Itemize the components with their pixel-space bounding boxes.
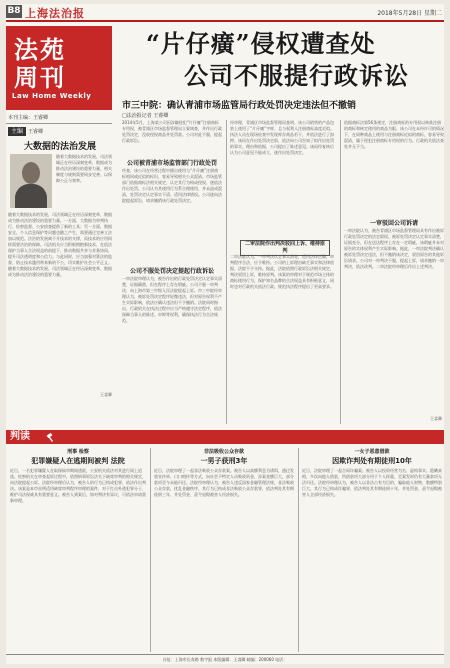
weekly-sidebar [6,26,114,400]
column-divider [298,448,299,652]
story-title: 因欺诈判处有期徒刑10年 [332,457,412,465]
newspaper-page [6,4,444,664]
headline-line2: 公司不服提行政诉讼 [184,61,409,90]
newspaper-logo: 上海法治报 [25,7,85,20]
lead-text: 经查，该公司在经营过程中擅自使用与“片仔癀”注册商标相同或近似的标识，容易导致相关公众混淆。市场监管部门依据商标法相关规定，认定其行为构成侵权，遂依法作出处罚。公司认为其使用行为系合理使用，并未造成混淆，处罚决定认定事实不清、适用法律错误。公司遂向法院提起诉讼，请求撤销该行政处罚决定。 [122,168,222,203]
story-text: 近日，一名犯罪嫌疑人在取保候审期间逃匿，公安机关依法对其进行网上追逃。检察机关在审查起诉过程中，依照刑事诉讼法关于缺席审判的相关规定，向法院提起公诉。法院经审理后认为，被告人的行为已构成犯罪，依法作出判决。该案是本市首例适用缺席审判程序审理的案件，对于打击外逃犯罪分子，维护司法权威具有重要意义。被告人到案后，如对判决有异议，可依法申请重新审理。 [10,468,146,503]
lead-text: 二审法院认为，一审判决认定事实清楚，适用法律正确，审判程序合法，应予维持。公司的上诉理由缺乏事实和法律依据，法院不予支持。据此，法院依照行政诉讼法相关规定，判决驳回上诉，维持原判。该案的审理对于规范市场主体的商标使用行为，保护知名品牌的合法权益具有积极意义，同时也对行政机关依法行政、规范执法程序提出了更高要求。 [230,254,334,289]
section-heading: 公司被青浦市场监管部门行政处罚 [126,160,217,167]
column-divider [150,448,151,652]
section-badge: 二审法院作出判决驳回上诉、维持原判 [240,240,330,256]
page-footer: 社址：上海市长寿路 数字报 本版编辑：王睿卿 邮编：200060 电话： [6,654,444,664]
gavel-icon [46,432,56,442]
column-host: 王睿卿 [28,129,44,135]
lead-text: 经审理，青浦区市场监督管理局查明，该公司销售的产品包装上使用了“片仔癀”字样，且与权利人注册商标高度近似。执法人员在现场检查中发现库存商品若干，并依法进行了扣押。该局在作出处罚决定前，依法向公司告知了拟作出处罚的事实、理由和依据，公司提出了陈述意见。该局经复核后认为公司意见不能成立，遂作出处罚决定。 [230,120,335,155]
column-divider [340,120,341,424]
story-kicker: 非法吸收公众存款 [203,449,244,455]
section-bar [6,430,444,444]
lead-subhead: 市三中院：确认青浦市场监管局行政处罚决定违法但不撤销 [122,101,357,111]
lead-text: 2014年5月，上海某公司因涉嫌侵犯“片仔癀”注册商标专用权，被青浦区市场监督管理局立案调查，并作出行政处罚决定，没收侵权商品并处罚款。公司对此不服，提起行政诉讼。 [122,120,222,143]
headline-line1: “片仔癀”侵权遭查处 [146,29,376,58]
column-heading: 大数据的法治发展 [23,142,96,152]
weekly-editor: 本刊主编：王睿卿 [8,115,49,121]
divider [6,123,112,124]
lead-author: 王睿卿 [430,416,442,421]
story-title: 犯罪嫌疑人在逃期间被判 法院 [31,457,125,465]
issue-date: 2018年5月28日 星期二 [377,10,442,17]
column-label: 主编 [8,127,26,136]
column-author: 王睿卿 [100,392,112,397]
section-label: 判读 [10,431,30,442]
lead-text: 依据商标法第56条规定，注册商标的专用权以核准注册的商标和核定使用的商品为限。该公司在未经许可的情况下，在同种商品上使用与注册商标近似的商标，容易导致混淆，属于侵犯注册商标专用权的行为。行政机关依法查处并无不当。 [344,120,444,149]
lead-text: 一审法院审理认为，被告作出的行政处罚决定认定事实清楚，证据确凿，但在程序上存在瑕疵。公司不服一审判决，向上海市第三中级人民法院提起上诉。市三中院经审理认为，被诉处罚决定程序轻微违法，但对原告权利不产生实际影响，依法应确认违法但不予撤销。法院同时指出，行政机关在执法过程中应当严格遵守法定程序，依法保障当事人的陈述、申辩等权利，确保执法行为合法规范。 [122,276,222,323]
section-heading: 公司不服处罚决定提起行政诉讼 [129,268,214,275]
portrait-head [22,162,40,184]
page-header [6,4,444,22]
column-text: 随着大数据技术的发展，司法领域正在经历深刻变革，数据成为推动法治建设的重要力量。一方面，大数据为审判执行、检察监督、公安侦查提供了新的工具；另一方面，数据安全、个人信息保护等问题也随之产生，需要通过完善立法加以规范。法治的发展离不开技术的支撑，而技术的应用同样需要法治的保障。司法机关应当积极拥抱新技术，在依法保护当事人合法权益的前提下，推动数据共享与业务协同，提升司法透明度和公信力。与此同时，应当加强对算法的监督，防止技术滥用带来新的不公，切实维护社会公平正义。随着大数据技术的发展，司法领域正在经历深刻变革，数据成为推动法治建设的重要力量。 [8,212,112,277]
story-kicker: 刑事 检察 [67,449,89,455]
weekly-masthead [6,26,112,110]
section-heading: 一审驳回公司诉请 [369,220,418,227]
portrait-body [15,184,47,208]
lead-headline [124,28,442,92]
story-title: 一男子获刑3年 [200,457,248,465]
weekly-title-line2: 周刊 [14,63,66,92]
weekly-english-title: Law Home Weekly [12,92,92,100]
weekly-title-line1: 法苑 [14,35,66,64]
column-divider [226,120,227,424]
lead-text: 一审法院认为，被告青浦区市场监督管理局具有作出被诉行政处罚决定的法定职权。被诉处罚决定认定事实清楚，证据充分，但在送达程序上存在一定瑕疵，该瑕疵并未对原告的实体权利产生实际影响。据此，一审法院判决确认被诉处罚决定违法，但不撤销该决定，驳回原告的其他诉讼请求。公司对一审判决不服，提起上诉，请求撤销一审判决，依法改判。二审法院经审理后作出上述判决。 [344,228,444,269]
author-portrait [10,154,52,208]
story-text: 近日，法院审理了一起非法吸收公众存款案。被告人以高额利息为诱饵，通过发放宣传单、口口相传等方式，向社会不特定人员吸收资金，涉案金额巨大，部分款项至今未能归还。法院经审理认为，被告人违反国家金融管理法规，非法吸收公众存款，扰乱金融秩序，其行为已构成非法吸收公众存款罪，依法判处其有期徒刑三年，并处罚金，责令退赔被害人经济损失。 [154,468,294,497]
lead-byline: □法治报记者 王睿卿 [122,113,169,119]
page-number: B8 [7,6,21,16]
story-text: 近日，法院审理了一起合同诈骗案。被告人以投资经营为名，虚构事实、隐瞒真相，多次向他人借款，所借款项大部分用于个人挥霍，至案发时仍有大量款项无法归还。法院经审理认为，被告人以非法占有为目的，骗取他人财物，数额特别巨大，其行为已构成诈骗罪，依法判处其有期徒刑十年，并处罚金，责令退赔被害人全部经济损失。 [302,468,442,497]
column-text: 随着大数据技术的发展，司法领域正在经历深刻变革，数据成为推动法治建设的重要力量，相关制度与规则需要同步完善，以保障公正与效率。 [56,154,112,183]
story-kicker: 一女子恶意借款 [354,449,390,455]
